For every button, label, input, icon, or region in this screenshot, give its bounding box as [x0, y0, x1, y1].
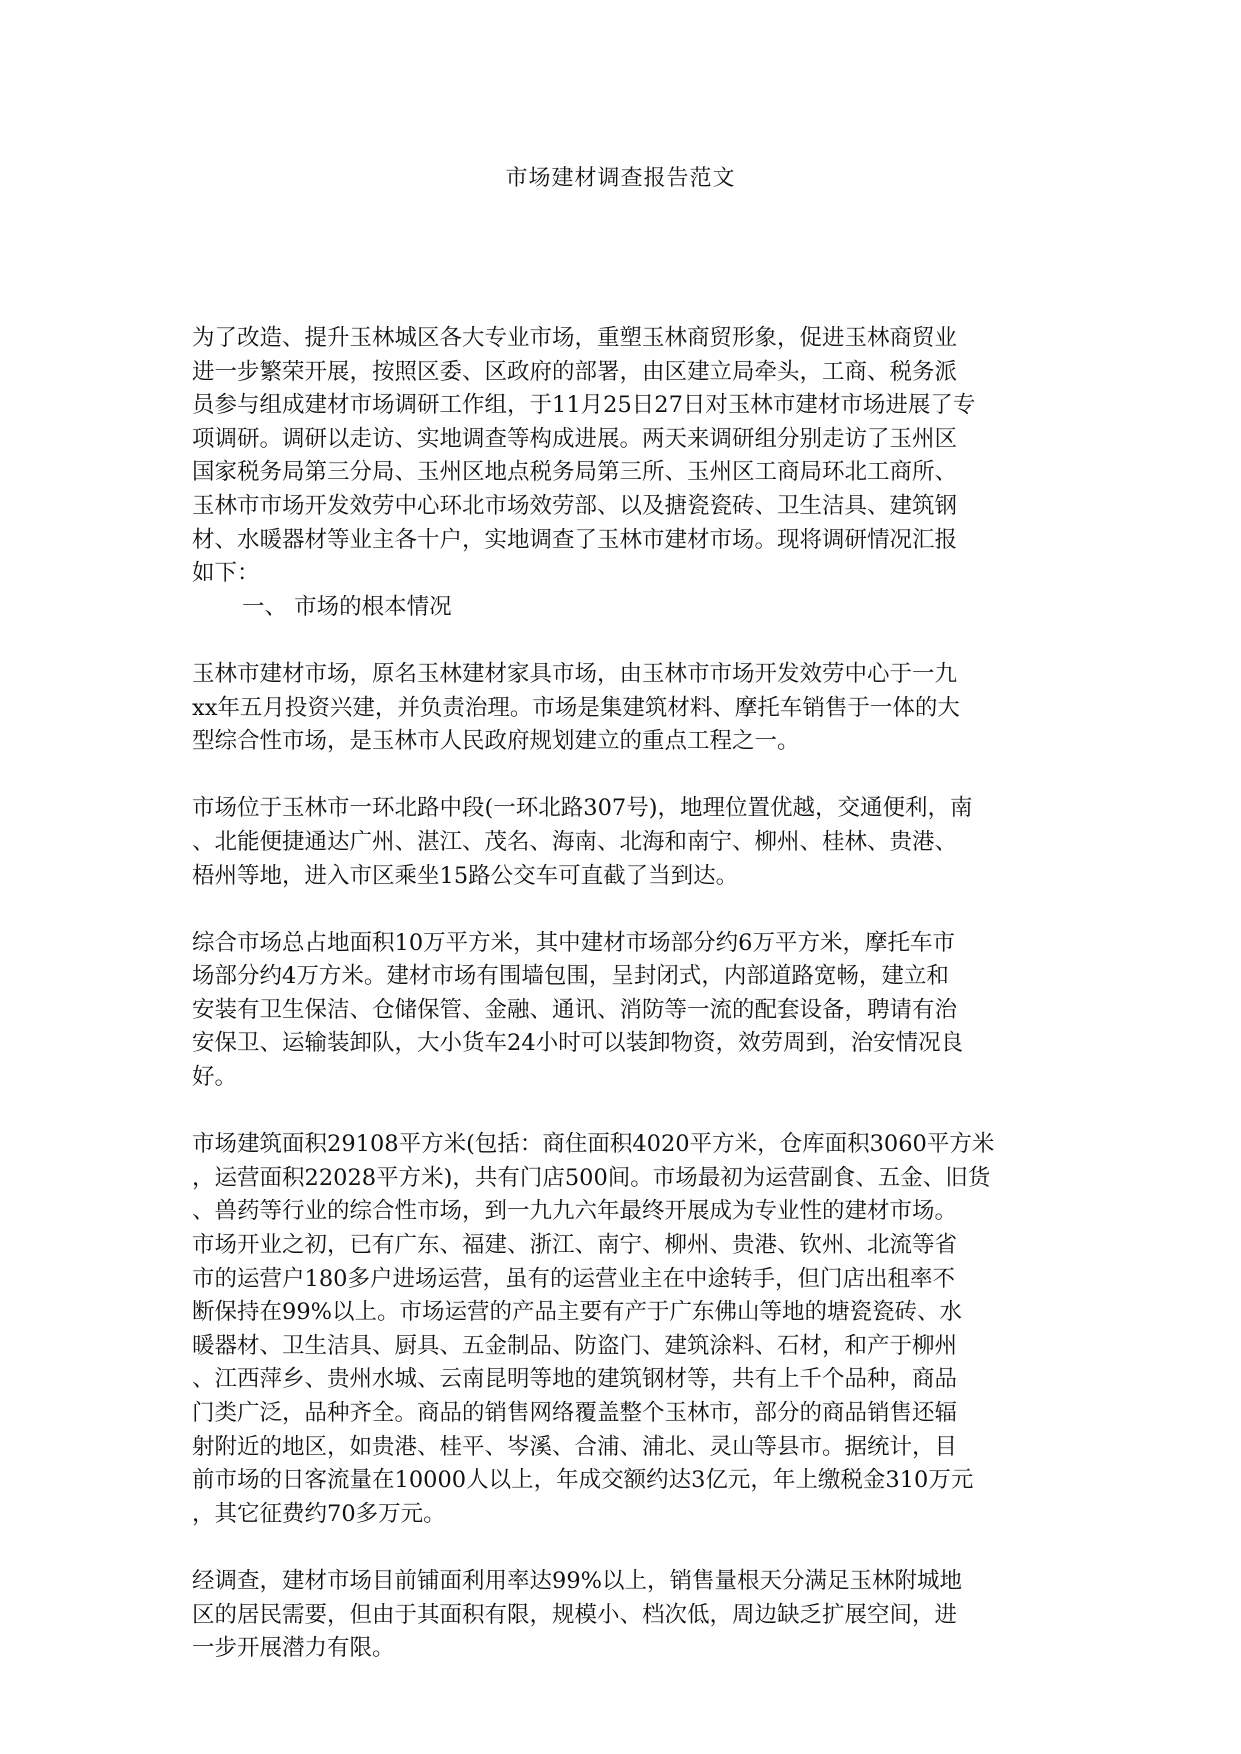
text-line: 国家税务局第三分局、玉州区地点税务局第三所、玉州区工商局环北工商所、 — [192, 459, 958, 486]
text-line: 场部分约4万方米。建材市场有围墙包围，呈封闭式，内部道路宽畅，建立和 — [192, 963, 949, 990]
text-line: 安装有卫生保洁、仓储保管、金融、通讯、消防等一流的配套设备，聘请有治 — [192, 996, 958, 1023]
paragraph-gap — [192, 624, 1072, 658]
paragraph-gap — [192, 1531, 1072, 1565]
intro-paragraph — [192, 322, 1072, 591]
text-line: 材、水暖器材等业主各十户，实地调查了玉林市建材市场。现将调研情况汇报 — [192, 526, 958, 553]
paragraph-gap — [192, 1095, 1072, 1129]
text-line: 为了改造、提升玉林城区各大专业市场，重塑玉林商贸形象，促进玉林商贸业 — [192, 325, 958, 351]
section-heading: 一、 市场的根本情况 — [242, 593, 452, 620]
location-paragraph — [192, 792, 1072, 893]
text-line: 射附近的地区，如贵港、桂平、岑溪、合浦、浦北、灵山等县市。据统计，目 — [192, 1433, 958, 1460]
text-line: 玉林市建材市场，原名玉林建材家具市场，由玉林市市场开发效劳中心于一九 — [192, 660, 958, 687]
text-line: 梧州等地，进入市区乘坐15路公交车可直截了当到达。 — [192, 862, 739, 889]
text-line: 市场位于玉林市一环北路中段(一环北路307号)，地理位置优越，交通便利，南 — [192, 795, 973, 822]
text-line: ，其它征费约70多万元。 — [192, 1500, 446, 1527]
text-line: 市场建筑面积29108平方米(包括：商住面积4020平方米，仓库面积3060平方米 — [192, 1131, 995, 1158]
survey-conclusion-paragraph — [192, 1565, 1072, 1666]
text-line: 暖器材、卫生洁具、厨具、五金制品、防盗门、建筑涂料、石材，和产于柳州 — [192, 1332, 958, 1359]
text-line: xx年五月投资兴建，并负责治理。市场是集建筑材料、摩托车销售于一体的大 — [192, 694, 960, 721]
paragraph-gap — [192, 893, 1072, 927]
text-line: 市的运营户180多户进场运营，虽有的运营业主在中途转手，但门店出租率不 — [192, 1265, 955, 1292]
text-line: ，运营面积22028平方米)，共有门店500间。市场最初为运营副食、五金、旧货 — [192, 1164, 991, 1191]
text-line: 、兽药等行业的综合性市场，到一九九六年最终开展成为专业性的建材市场。 — [192, 1198, 958, 1225]
text-line: 安保卫、运输装卸队，大小货车24小时可以装卸物资，效劳周到，治安情况良 — [192, 1030, 964, 1057]
building-area-paragraph — [192, 1128, 1072, 1531]
area-paragraph — [192, 927, 1072, 1095]
text-line: 玉林市市场开发效劳中心环北市场效劳部、以及搪瓷瓷砖、卫生洁具、建筑钢 — [192, 492, 958, 519]
text-line: 、北能便捷通达广州、湛江、茂名、海南、北海和南宁、柳州、桂林、贵港、 — [192, 828, 958, 855]
document-title: 市场建材调查报告范文 — [505, 166, 736, 191]
text-line: 前市场的日客流量在10000人以上，年成交额约达3亿元，年上缴税金310万元 — [192, 1467, 974, 1494]
text-line: 项调研。调研以走访、实地调查等构成进展。两天来调研组分别走访了玉州区 — [192, 425, 958, 452]
text-line: 型综合性市场，是玉林市人民政府规划建立的重点工程之一。 — [192, 728, 800, 755]
document-body — [192, 322, 1072, 1666]
text-line: 如下： — [192, 560, 260, 587]
text-line: 市场开业之初，已有广东、福建、浙江、南宁、柳州、贵港、钦州、北流等省 — [192, 1232, 958, 1259]
text-line: 一步开展潜力有限。 — [192, 1635, 395, 1662]
text-line: 进一步繁荣开展，按照区委、区政府的部署，由区建立局牵头，工商、税务派 — [192, 358, 958, 385]
text-line: 综合市场总占地面积10万平方米，其中建材市场部分约6万平方米，摩托车市 — [192, 929, 955, 956]
text-line: 经调查，建材市场目前铺面利用率达99%以上，销售量根天分满足玉林附城地 — [192, 1567, 963, 1594]
market-overview-paragraph — [192, 658, 1072, 759]
text-line: 、江西萍乡、贵州水城、云南昆明等地的建筑钢材等，共有上千个品种，商品 — [192, 1366, 958, 1393]
text-line: 好。 — [192, 1064, 238, 1091]
paragraph-gap — [192, 759, 1072, 793]
text-line: 区的居民需要，但由于其面积有限，规模小、档次低，周边缺乏扩展空间，进 — [192, 1601, 958, 1628]
text-line: 门类广泛，品种齐全。商品的销售网络覆盖整个玉林市，部分的商品销售还辐 — [192, 1400, 958, 1426]
text-line: 员参与组成建材市场调研工作组，于11月25日27日对玉林市建材市场进展了专 — [192, 392, 976, 419]
text-line: 断保持在99%以上。市场运营的产品主要有产于广东佛山等地的塘瓷瓷砖、水 — [192, 1299, 963, 1326]
